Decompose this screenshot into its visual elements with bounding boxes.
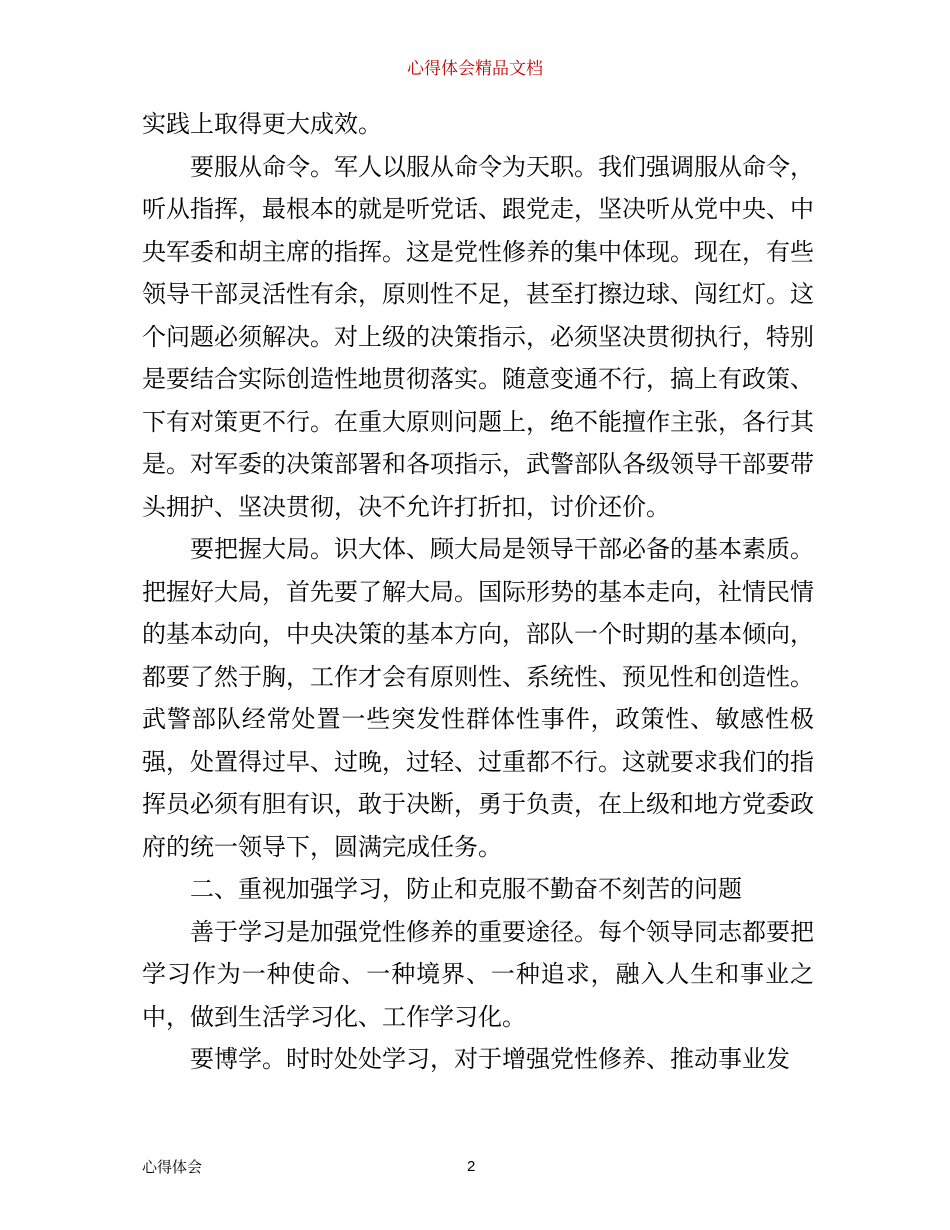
section-heading: 二、重视加强学习，防止和克服不勤奋不刻苦的问题 bbox=[190, 875, 742, 903]
page-footer bbox=[142, 1156, 814, 1178]
document-body bbox=[142, 103, 814, 1081]
page-header-title: 心得体会精品文档 bbox=[407, 59, 543, 79]
paragraph-5: 要博学。时时处处学习，对于增强党性修养、推动事业发 bbox=[190, 1045, 790, 1073]
paragraph-4: 善于学习是加强党性修养的重要途径。每个领导同志都要把学习作为一种使命、一种境界、一种追求，融入人生和事业之中，做到生活学习化、工作学习化。 bbox=[142, 917, 814, 1031]
paragraph-2: 要服从命令。军人以服从命令为天职。我们强调服从命令，听从指挥，最根本的就是听党话、跟党走，坚决听从党中央、中央军委和胡主席的指挥。这是党性修养的集中体现。现在，有些领导干部灵活性有余，原则性不足，甚至打擦边球、闯红灯。这个问题必须解决。对上级的决策指示，必须坚决贯彻执行，特别是要结合实际创造性地贯彻落实。随意变通不行，搞上有政策、下有对策更不行。在重大原则问题上，绝不能擅作主张，各行其是。对军委的决策部署和各项指示，武警部队各级领导干部要带头拥护、坚决贯彻，决不允许打折扣，讨价还价。 bbox=[142, 152, 814, 521]
paragraph-3: 要把握大局。识大体、顾大局是领导干部必备的基本素质。把握好大局，首先要了解大局。国际形势的基本走向，社情民情的基本动向，中央决策的基本方向，部队一个时期的基本倾向，都要了然于胸，工作才会有原则性、系统性、预见性和创造性。武警部队经常处置一些突发性群体性事件，政策性、敏感性极强，处置得过早、过晚，过轻、过重都不行。这就要求我们的指挥员必须有胆有识，敢于决断，勇于负责，在上级和地方党委政府的统一领导下，圆满完成任务。 bbox=[142, 535, 814, 861]
footer-label: 心得体会 bbox=[142, 1158, 203, 1176]
page-number: 2 bbox=[467, 1158, 476, 1175]
paragraph-1: 实践上取得更大成效。 bbox=[142, 110, 382, 138]
